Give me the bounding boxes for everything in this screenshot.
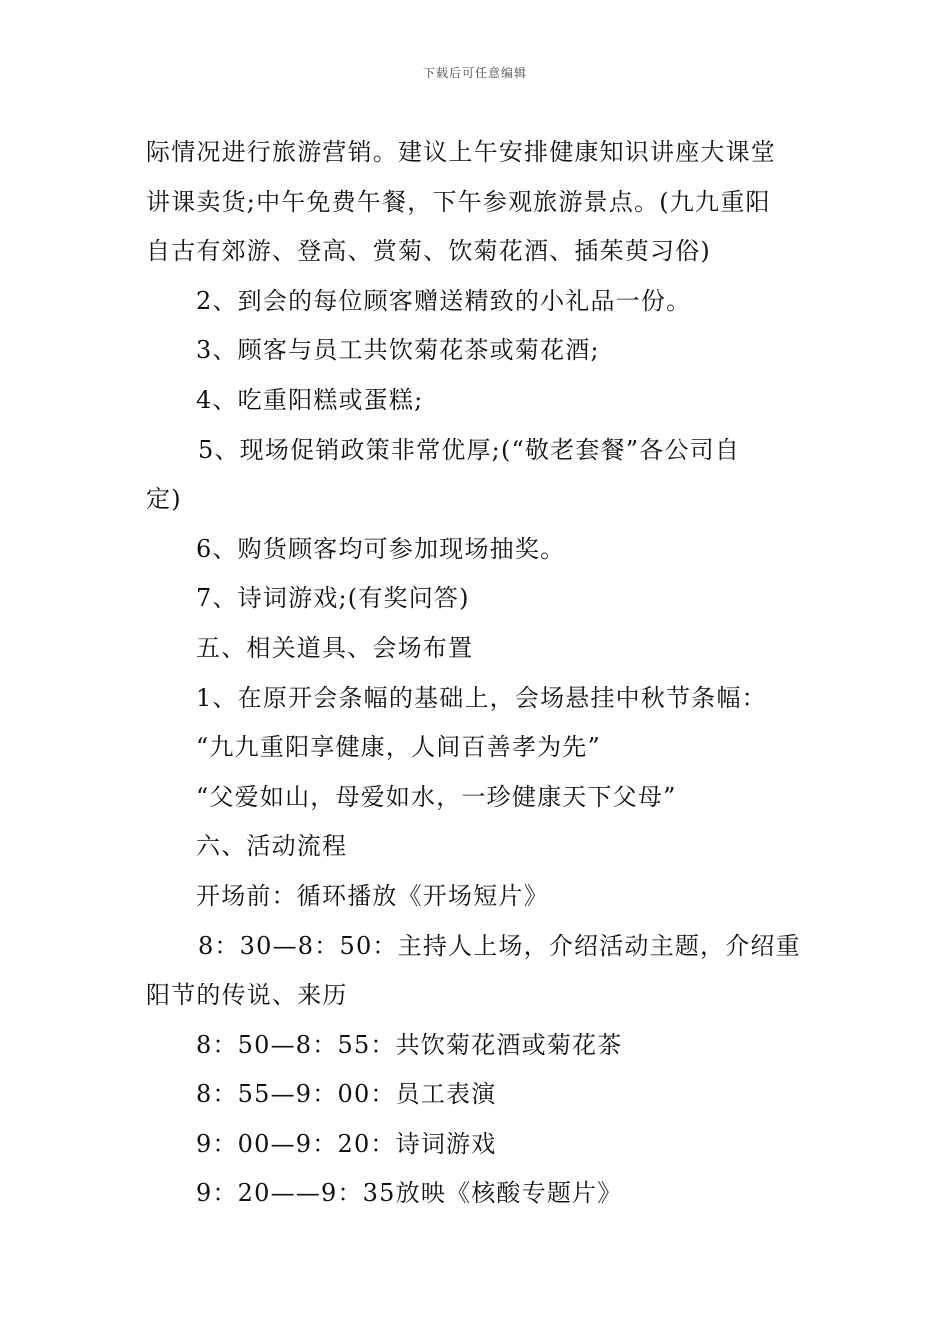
schedule-item: 8：50—8：55：共饮菊花酒或菊花茶 [196,1030,623,1059]
paragraph-line: 定) [146,485,182,514]
schedule-item: 8：55—9：00：员工表演 [196,1080,497,1109]
list-item: 1、在原开会条幅的基础上，会场悬挂中秋节条幅： [196,683,767,712]
paragraph-line: 讲课卖货;中午免费午餐，下午参观旅游景点。(九九重阳 [146,187,771,216]
schedule-item: 9：00—9：20：诗词游戏 [196,1129,497,1158]
document-body [146,128,814,1219]
page-header: 下载后可任意编辑 [422,66,527,80]
list-item: 5、现场促销政策非常优厚;(“敬老套餐”各公司自 [198,435,741,464]
schedule-item: 9：20——9：35放映《核酸专题片》 [196,1179,623,1208]
banner-slogan: “九九重阳享健康，人间百善孝为先” [196,733,601,762]
paragraph-line: 自古有郊游、登高、赏菊、饮菊花酒、插茱萸习俗) [146,237,711,266]
list-item: 3、顾客与员工共饮菊花茶或菊花酒; [196,336,600,365]
list-item: 2、到会的每位顾客赠送精致的小礼品一份。 [196,286,692,315]
list-item: 6、购货顾客均可参加现场抽奖。 [196,534,566,563]
paragraph-line: 阳节的传说、来历 [146,981,348,1010]
section-heading: 六、活动流程 [196,832,348,861]
banner-slogan: “父爱如山，母爱如水，一珍健康天下父母” [196,782,677,811]
list-item: 7、诗词游戏;(有奖问答) [196,584,470,613]
paragraph-line: 际情况进行旅游营销。建议上午安排健康知识讲座大课堂 [146,138,776,166]
list-item: 4、吃重阳糕或蛋糕; [196,385,424,414]
section-heading: 五、相关道具、会场布置 [196,633,474,662]
schedule-item: 开场前：循环播放《开场短片》 [196,881,549,910]
schedule-item: 8：30—8：50：主持人上场，介绍活动主题，介绍重 [198,931,801,960]
